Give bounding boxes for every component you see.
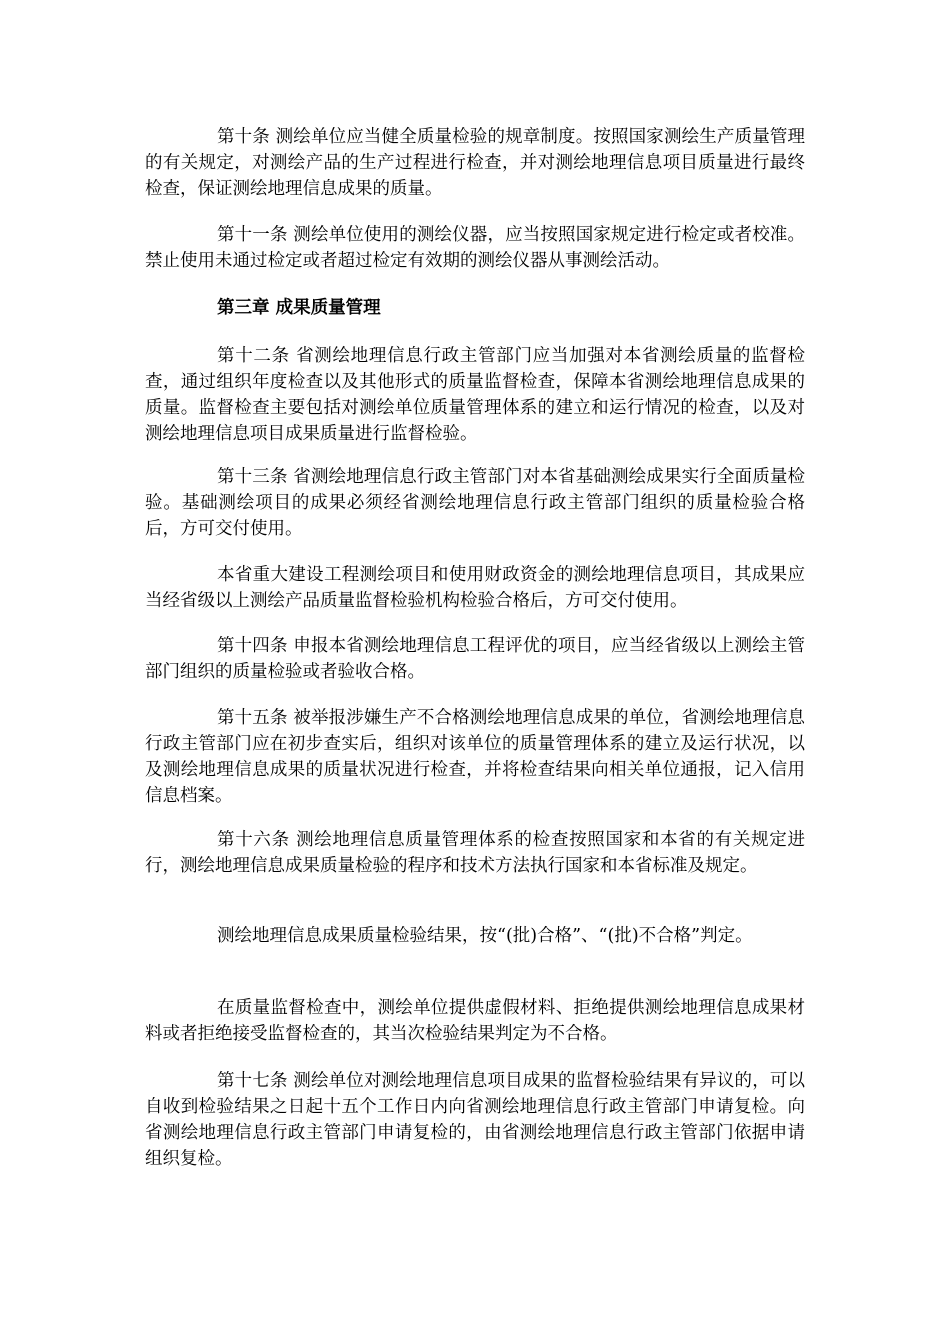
article-13-continuation-paragraph: 本省重大建设工程测绘项目和使用财政资金的测绘地理信息项目，其成果应当经省级以上测绘产品质量监督检验机构检验合格后，方可交付使用。 (145, 565, 805, 611)
article-14-paragraph: 第十四条 申报本省测绘地理信息工程评优的项目，应当经省级以上测绘主管部门组织的质量检验或者验收合格。 (145, 636, 805, 682)
article-15-paragraph: 第十五条 被举报涉嫌生产不合格测绘地理信息成果的单位，省测绘地理信息行政主管部门应在初步查实后，组织对该单位的质量管理体系的建立及运行状况，以及测绘地理信息成果的质量状况进行检查，并将检查结果向相关单位通报，记入信用信息档案。 (145, 708, 805, 806)
article-17-paragraph: 第十七条 测绘单位对测绘地理信息项目成果的监督检验结果有异议的，可以自收到检验结果之日起十五个工作日内向省测绘地理信息行政主管部门申请复检。向省测绘地理信息行政主管部门申请复检的，由省测绘地理信息行政主管部门依据申请组织复检。 (145, 1071, 805, 1169)
article-16-paragraph: 第十六条 测绘地理信息质量管理体系的检查按照国家和本省的有关规定进行，测绘地理信息成果质量检验的程序和技术方法执行国家和本省标准及规定。 (145, 830, 805, 876)
quality-result-paragraph: 测绘地理信息成果质量检验结果，按“(批)合格”、“(批)不合格”判定。 (217, 926, 753, 946)
article-11-paragraph: 第十一条 测绘单位使用的测绘仪器，应当按照国家规定进行检定或者校准。禁止使用未通过检定或者超过检定有效期的测绘仪器从事测绘活动。 (145, 225, 805, 271)
chapter-heading: 第三章 成果质量管理 (217, 298, 381, 318)
supervision-paragraph: 在质量监督检查中，测绘单位提供虚假材料、拒绝提供测绘地理信息成果材料或者拒绝接受监督检查的，其当次检验结果判定为不合格。 (145, 998, 805, 1044)
article-12-paragraph: 第十二条 省测绘地理信息行政主管部门应当加强对本省测绘质量的监督检查，通过组织年度检查以及其他形式的质量监督检查，保障本省测绘地理信息成果的质量。监督检查主要包括对测绘单位质量管理体系的建立和运行情况的检查，以及对测绘地理信息项目成果质量进行监督检验。 (145, 346, 805, 444)
article-10-paragraph: 第十条 测绘单位应当健全质量检验的规章制度。按照国家测绘生产质量管理的有关规定，对测绘产品的生产过程进行检查，并对测绘地理信息项目质量进行最终检查，保证测绘地理信息成果的质量。 (145, 127, 805, 199)
article-13-paragraph: 第十三条 省测绘地理信息行政主管部门对本省基础测绘成果实行全面质量检验。基础测绘项目的成果必须经省测绘地理信息行政主管部门组织的质量检验合格后，方可交付使用。 (145, 467, 805, 539)
